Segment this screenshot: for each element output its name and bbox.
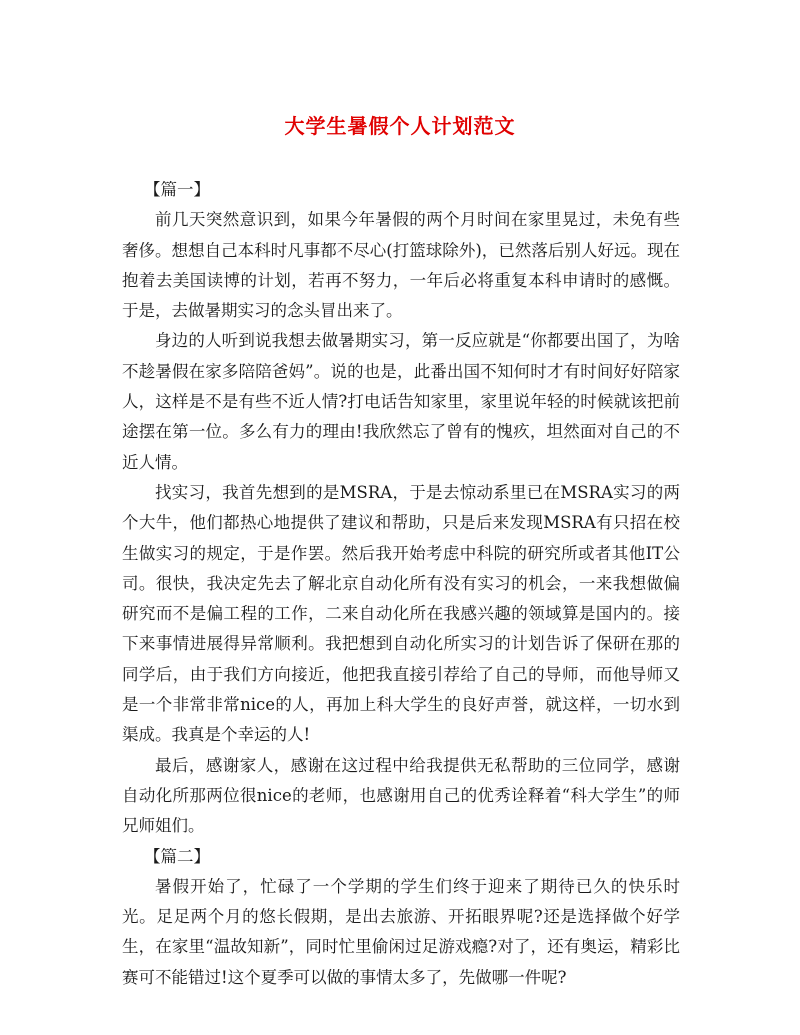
paragraph: 前几天突然意识到，如果今年暑假的两个月时间在家里晃过，未免有些奢侈。想想自己本科时凡事都不尽心(打篮球除外)，已然落后别人好远。现在抱着去美国读博的计划，若再不努力，一年后必将重复本科申请时的感慨。于是，去做暑期实习的念头冒出来了。 <box>122 210 680 321</box>
paragraph: 暑假开始了，忙碌了一个学期的学生们终于迎来了期待已久的快乐时光。足足两个月的悠长假期，是出去旅游、开拓眼界呢?还是选择做个好学生，在家里“温故知新”，同时忙里偷闲过足游戏瘾?对了，还有奥运，精彩比赛可不能错过!这个夏季可以做的事情太多了，先做哪一件呢? <box>122 876 680 987</box>
section-heading-2: 【篇二】 <box>144 846 210 866</box>
document-body <box>122 175 680 993</box>
document-title: 大学生暑假个人计划范文 <box>284 114 516 138</box>
section-heading-1: 【篇一】 <box>144 180 210 199</box>
paragraph: 找实习，我首先想到的是MSRA，于是去惊动系里已在MSRA实习的两个大牛，他们都热心地提供了建议和帮助，只是后来发现MSRA有只招在校生做实习的规定，于是作罢。然后我开始考虑中科院的研究所或者其他IT公司。很快，我决定先去了解北京自动化所有没有实习的机会，一来我想做偏研究而不是偏工程的工作，二来自动化所在我感兴趣的领域算是国内的。接下来事情进展得异常顺利。我把想到自动化所实习的计划告诉了保研在那的同学后，由于我们方向接近，他把我直接引荐给了自己的导师，而他导师又是一个非常非常nice的人，再加上科大学生的良好声誉，就这样，一切水到渠成。我真是个幸运的人! <box>122 482 680 745</box>
paragraph: 最后，感谢家人，感谢在这过程中给我提供无私帮助的三位同学，感谢自动化所那两位很nice的老师，也感谢用自己的优秀诠释着“科大学生”的师兄师姐们。 <box>122 755 680 836</box>
paragraph: 身边的人听到说我想去做暑期实习，第一反应就是“你都要出国了，为啥不趁暑假在家多陪陪爸妈”。说的也是，此番出国不知何时才有时间好好陪家人，这样是不是有些不近人情?打电话告知家里，家里说年轻的时候就该把前途摆在第一位。多么有力的理由!我欣然忘了曾有的愧疚，坦然面对自己的不近人情。 <box>122 331 680 472</box>
